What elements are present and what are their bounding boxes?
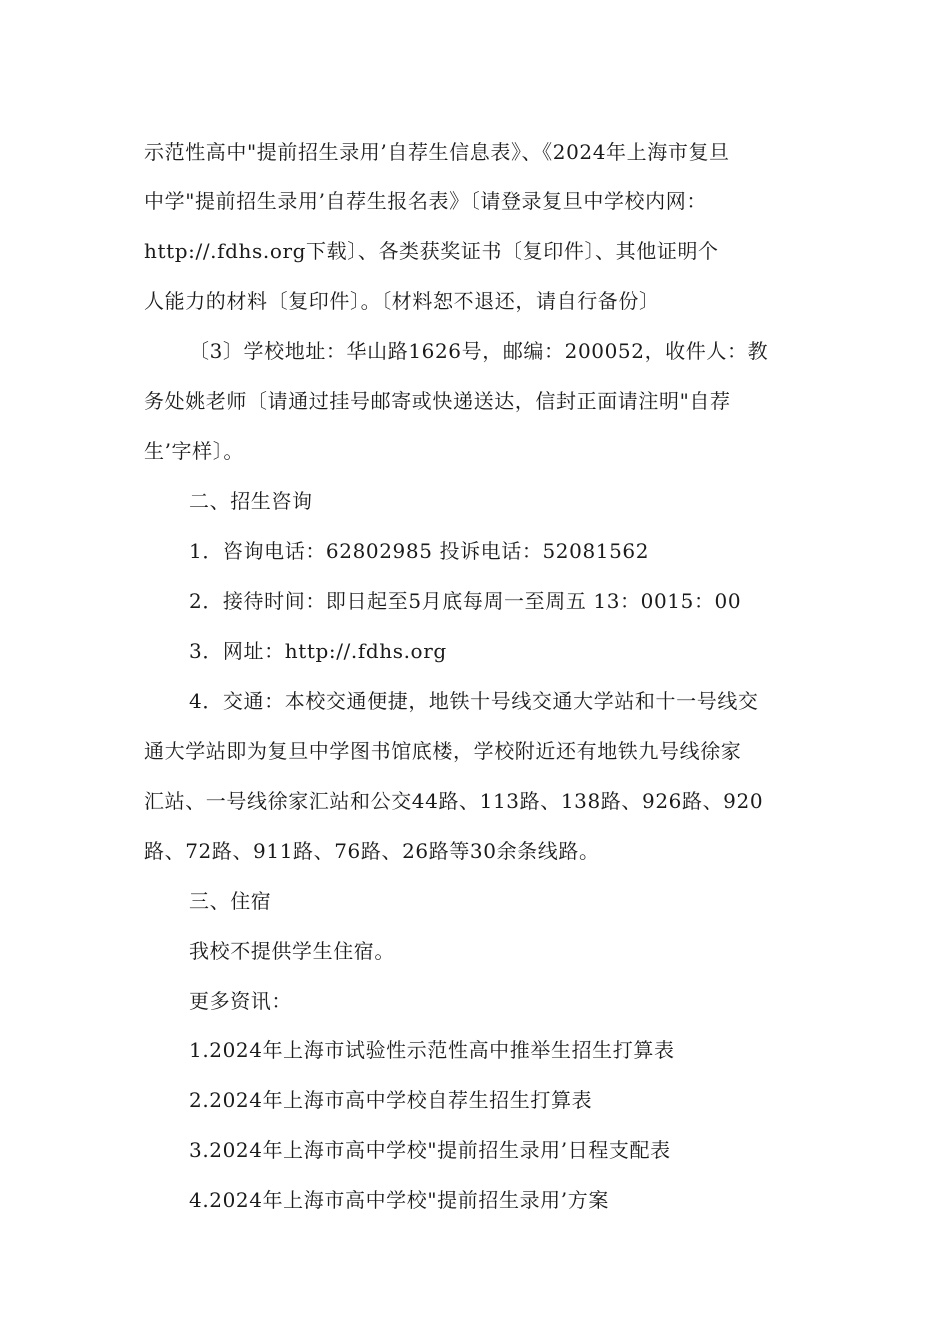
address-paragraph-line: 〔3〕学校地址：华山路1626号，邮编：200052，收件人：教	[189, 339, 769, 363]
website-line: 3．网址：http://.fdhs.org	[189, 639, 447, 663]
body-text-line: 人能力的材料〔复印件〕。〔材料恕不退还，请自行备份〕	[144, 289, 660, 313]
body-text-line: 通大学站即为复旦中学图书馆底楼，学校附近还有地铁九号线徐家	[144, 739, 742, 763]
section-heading-accommodation: 三、住宿	[189, 889, 272, 913]
more-info-item: 1.2024年上海市试验性示范性高中推举生招生打算表	[189, 1038, 675, 1062]
body-text-line: 生’字样〕。	[144, 439, 244, 463]
body-text-line: 路、72路、911路、76路、26路等30余条线路。	[144, 839, 600, 863]
body-text-line: 务处姚老师〔请通过挂号邮寄或快递送达，信封正面请注明"自荐	[144, 389, 731, 413]
transport-paragraph-line: 4．交通：本校交通便捷，地铁十号线交通大学站和十一号线交	[189, 689, 759, 713]
reception-time-line: 2．接待时间：即日起至5月底每周一至周五 13：0015：00	[189, 589, 742, 613]
more-info-item: 2.2024年上海市高中学校自荐生招生打算表	[189, 1088, 593, 1112]
more-info-heading: 更多资讯：	[189, 989, 292, 1013]
accommodation-text: 我校不提供学生住宿。	[189, 939, 395, 963]
more-info-item: 3.2024年上海市高中学校"提前招生录用’日程支配表	[189, 1138, 671, 1162]
body-text-line: 汇站、一号线徐家汇站和公交44路、113路、138路、926路、920	[144, 789, 764, 813]
section-heading-consultation: 二、招生咨询	[189, 489, 313, 513]
more-info-item: 4.2024年上海市高中学校"提前招生录用’方案	[189, 1188, 609, 1212]
phone-line: 1．咨询电话：62802985 投诉电话：52081562	[189, 539, 650, 563]
body-text-line: 中学"提前招生录用’自荐生报名表》〔请登录复旦中学校内网：	[144, 189, 707, 213]
body-text-line: http://.fdhs.org下载〕、各类获奖证书〔复印件〕、其他证明个	[144, 239, 719, 263]
body-text-line: 示范性高中"提前招生录用’自荐生信息表》、《2024年上海市复旦	[144, 140, 730, 164]
